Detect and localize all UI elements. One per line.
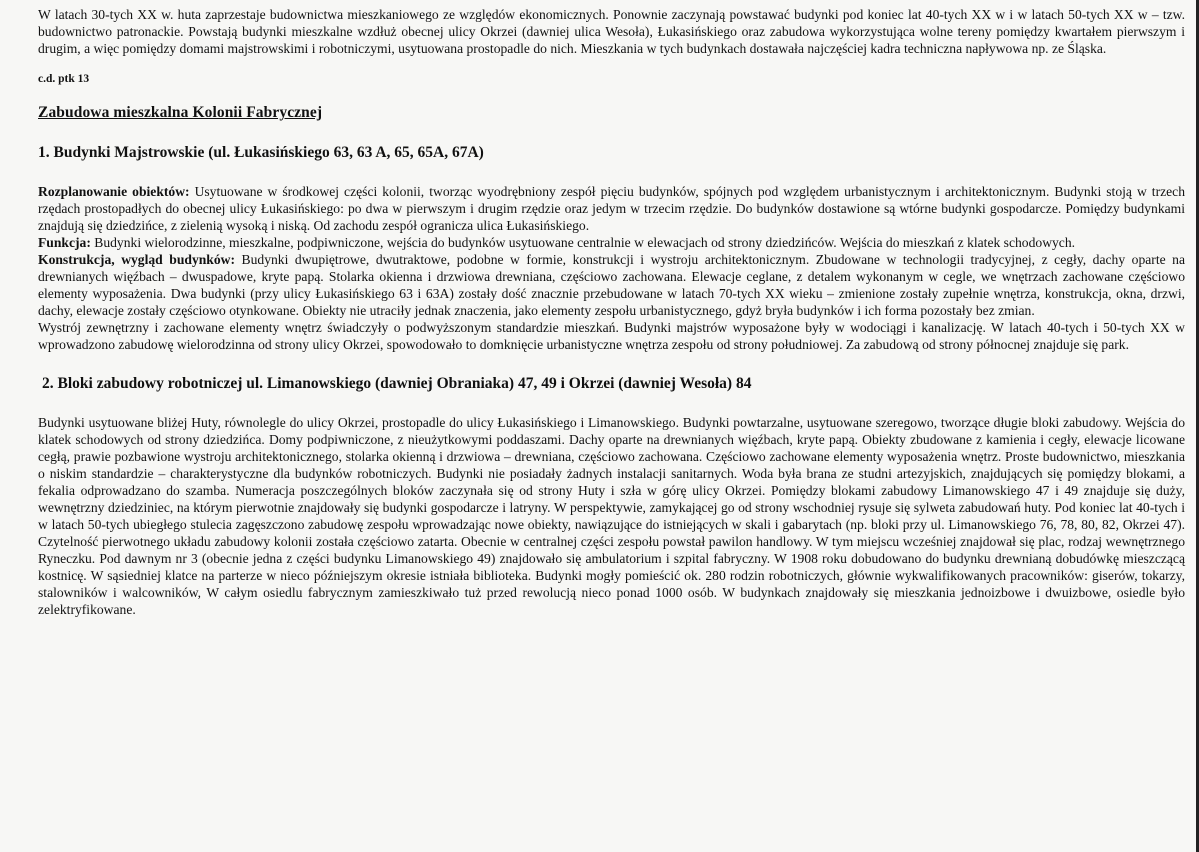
section2-heading: 2. Bloki zabudowy robotniczej ul. Limanowskiego (dawniej Obraniaka) 47, 49 i Okrzei (dawniej Wesoła) 84 [42, 375, 752, 392]
section1-construction-label: Konstrukcja, wygląd budynków: [38, 252, 236, 267]
section1-function-paragraph [38, 234, 1185, 251]
reference-note: c.d. ptk 13 [38, 73, 90, 85]
section2-body: Budynki usytuowane bliżej Huty, równolegle do ulicy Okrzei, prostopadle do ulicy Łukasińskiego i Limanowskiego. Budynki powtarzalne, usytuowane szeregowo, tworzące długie bloki zabudowy. Wejścia do klatek schodowych od strony dziedzińca. Domy podpiwniczone, z nieużytkowymi poddaszami. Dachy oparte na drewnianych więźbach, kryte papą. Obiekty zbudowane z kamienia i cegły, elewacje licowane cegłą, prawie pozbawione wystroju architektonicznego, stolarka okienną i drzwiowa – drewniana, częściowo zachowana. Częściowo zachowane elementy wyposażenia wnętrz. Proste budownictwo, mieszkania o niskim standardzie – charakterystyczne dla budynków robotniczych. Budynki nie posiadały żadnych instalacji sanitarnych. Woda była brana ze studni artezyjskich, znajdujących się pomiędzy blokami, a fekalia odprowadzano do szamba. Numeracja poszczególnych bloków zaczynała się od strony Huty i szła w górę ulicy Okrzei. Pomiędzy blokami zabudowy Limanowskiego 47 i 49 znajduje się duży, wewnętrzny dziedziniec, na którym pierwotnie znajdowały się budynki gospodarcze i latryny. W perspektywie, zamykającej go od strony wschodniej rysuje się sylweta zabudowań huty. Pod koniec lat 40-tych i w latach 50-tych ubiegłego stulecia zagęszczono zabudowę zespołu wprowadzając nowe obiekty, nawiązujące do istniejących w skali i gabarytach (np. bloki przy ul. Limanowskiego 76, 78, 80, 82, Okrzei 47). Czytelność pierwotnego układu zabudowy kolonii została częściowo zatarta. Obecnie w centralnej części zespołu powstał pawilon handlowy. W tym miejscu wcześniej znajdował się plac, rodzaj wewnętrznego Ryneczku. Pod dawnym nr 3 (obecnie jedna z części budynku Limanowskiego 49) znajdowało się ambulatorium i szpital fabryczny. W 1908 roku dobudowano do budynku drewnianą dobudówkę mieszczącą kostnicę. W sąsiedniej klatce na parterze w nieco późniejszym okresie istniała biblioteka. Budynki mogły pomieścić ok. 280 rodzin robotniczych, głównie wykwalifikowanych pracowników: giserów, tokarzy, stalowników i walcowników, W całym osiedlu fabrycznym zamieszkiwało tuż przed rewolucją nieco ponad 1000 osób. W budynkach znajdowały się mieszkania jednoizbowe i dwuizbowe, osiedle było zelektryfikowane. [38, 415, 1185, 617]
section1-decoration-paragraph: Wystrój zewnętrzny i zachowane elementy wnętrz świadczyły o podwyższonym standardzie mieszkań. Budynki majstrów wyposażone były w wodociągi i kanalizację. W latach 40-tych i 50-tych XX w wprowadzono zabudowę wielorodzinna od strony ulicy Okrzei, spowodowało to domknięcie urbanistyczne wnętrza zespołu od strony południowej. Za zabudową od strony północnej znajduje się park. [38, 320, 1185, 352]
section1-function-label: Funkcja: [38, 235, 91, 250]
document-title: Zabudowa mieszkalna Kolonii Fabrycznej [38, 104, 323, 121]
section1-construction-text: Budynki dwupiętrowe, dwutraktowe, podobne w formie, konstrukcji i wystroju architektonicznym. Zbudowane w technologii tradycyjnej, z cegły, dachy oparte na drewnianych więźbach – dwuspadowe, kryte papą. Stolarka okienna i drzwiowa drewniana, częściowo zachowana. Elewacje ceglane, z detalem wykonanym w cegle, we wnętrzach zachowane częściowo elementy wyposażenia. Dwa budynki (przy ulicy Łukasińskiego 63 i 63A) zostały dość znacznie przebudowane w latach 70-tych XX wieku – zmienione zostały zupełnie wnętrza, konstrukcja, okna, drzwi, dachy, elewacje zostały częściowo otynkowane. Obiekty nie utraciły jednak znaczenia, jako elementy zespołu urbanistycznego, gdyż bryła budynków i ich forma pozostały bez zmian. [38, 252, 1185, 318]
section1-layout-text: Usytuowane w środkowej części kolonii, tworząc wyodrębniony zespół pięciu budynków, spójnych pod względem urbanistycznym i architektonicznym. Budynki stoją w trzech rzędach prostopadłych do obecnej ulicy Łukasińskiego: po dwa w pierwszym i drugim rzędzie oraz jedym w trzecim rzędzie. Do budynków dostawione są wtórne budynki gospodarcze. Pomiędzy budynkami znajdują się dziedzińce, z zielenią wysoką i niską. Od zachodu zespół ogranicza ulica Łukasińskiego. [38, 184, 1185, 233]
section1-layout-paragraph [38, 183, 1185, 234]
section1-heading: 1. Budynki Majstrowskie (ul. Łukasińskiego 63, 63 A, 65, 65A, 67A) [38, 144, 484, 161]
section1-layout-label: Rozplanowanie obiektów: [38, 184, 190, 199]
intro-paragraph: W latach 30-tych XX w. huta zaprzestaje budownictwa mieszkaniowego ze względów ekonomicznych. Ponownie zaczynają powstawać budynki pod koniec lat 40-tych XX w i w latach 50-tych XX w – tzw. budownictwo patronackie. Powstają budynki mieszkalne wzdłuż obecnej ulicy Okrzei (dawniej ulica Wesoła), Łukasińskiego oraz zabudowa wykorzystująca wolne tereny pomiędzy kwartałem pierwszym i drugim, a więc pomiędzy domami majstrowskimi i robotniczymi, usytuowana prostopadle do nich. Mieszkania w tych budynkach dostawała najczęściej kadra techniczna napływowa np. ze Śląska. [38, 7, 1185, 56]
section1-body [38, 183, 1185, 353]
section1-function-text: Budynki wielorodzinne, mieszkalne, podpiwniczone, wejścia do budynków usytuowane centralnie w elewacjach od strony dziedzińców. Wejścia do mieszkań z klatek schodowych. [90, 235, 1076, 250]
section1-construction-paragraph [38, 251, 1185, 319]
